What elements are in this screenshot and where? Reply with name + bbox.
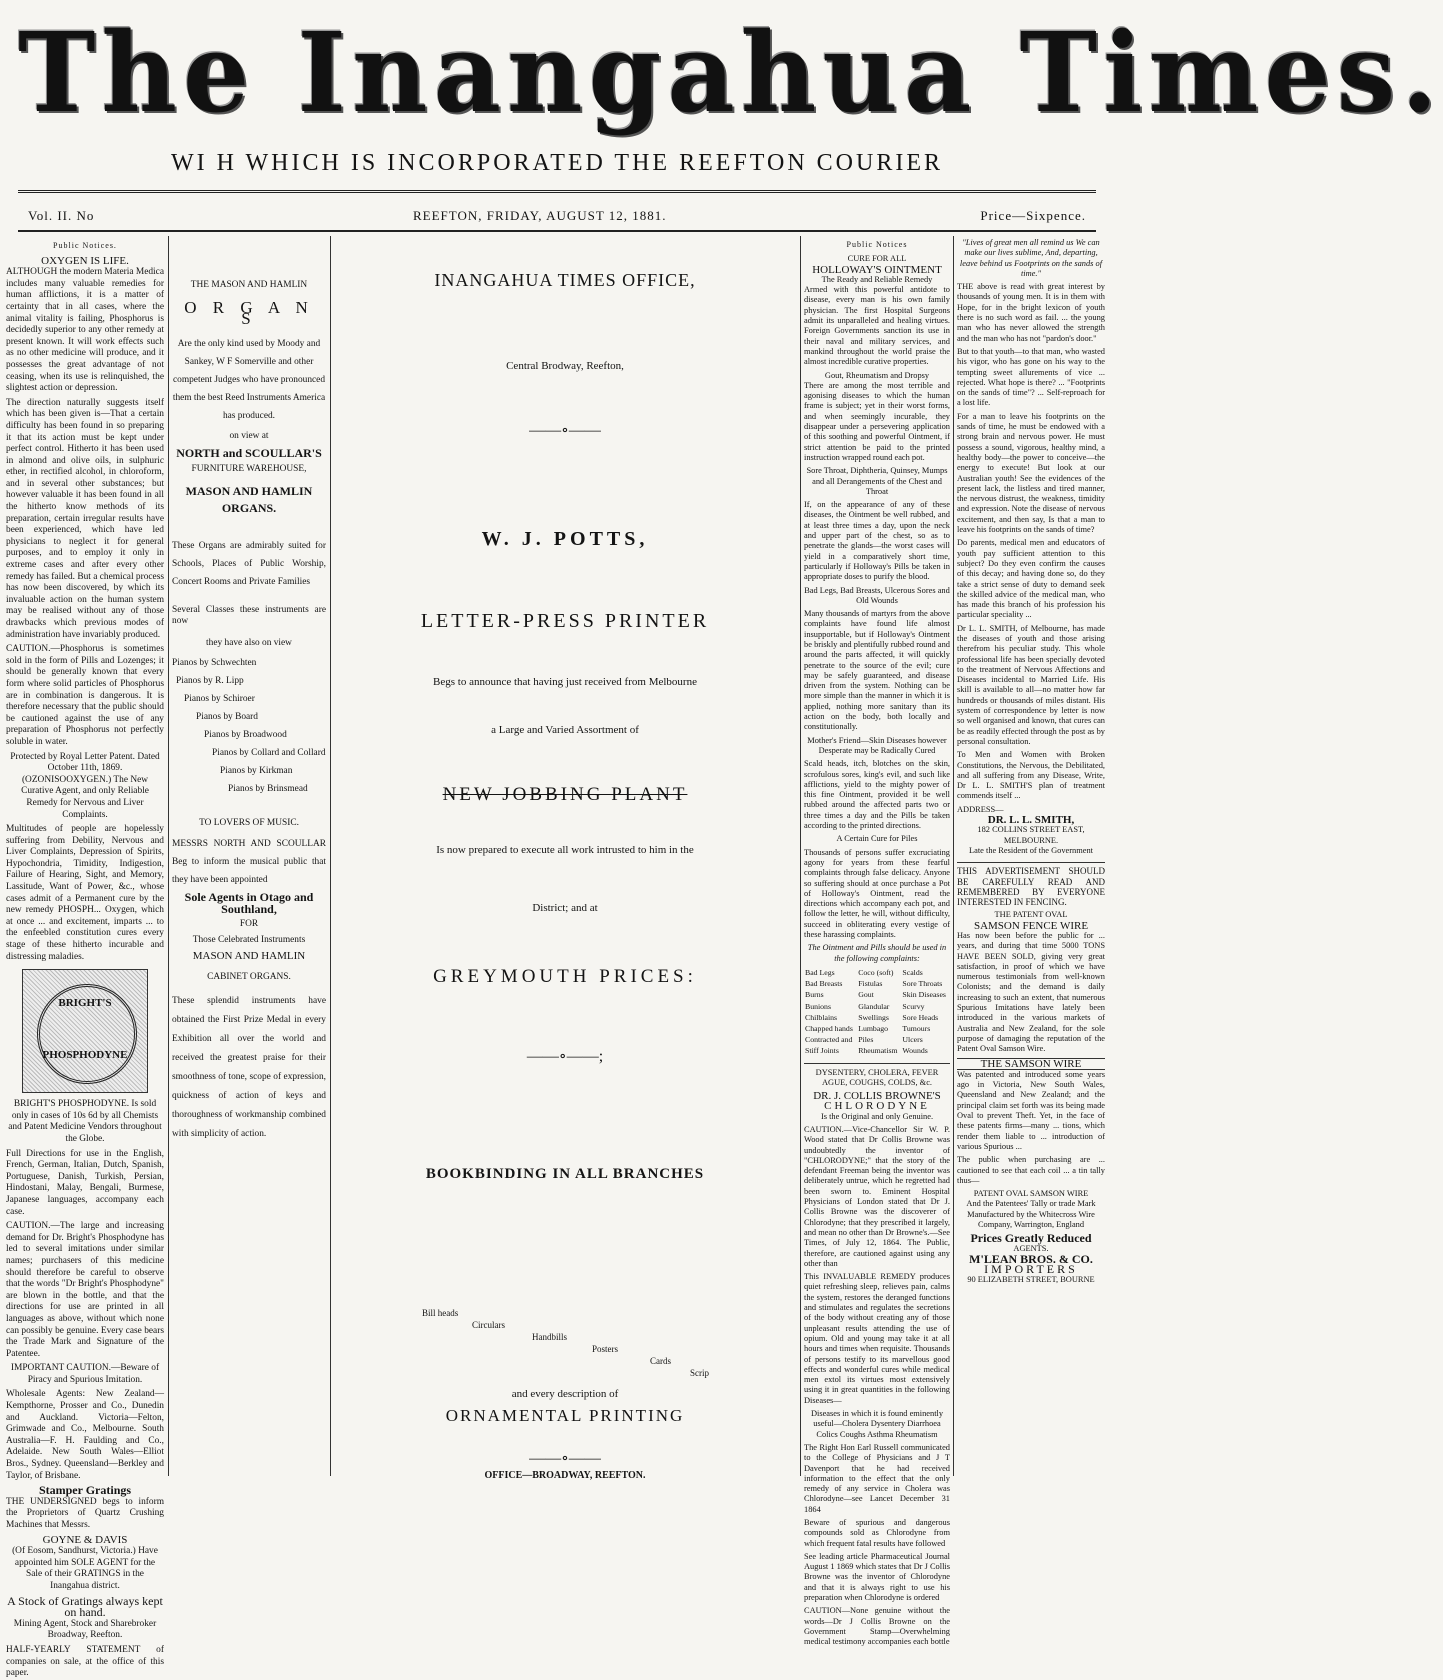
work-item: Bill heads xyxy=(422,1308,459,1318)
table-cell: Chapped hands xyxy=(805,1023,853,1033)
column-rule xyxy=(330,236,331,1476)
piano-item: Pianos by Schiroer xyxy=(184,693,255,704)
column-phosphodyne xyxy=(6,238,165,1679)
ad-line: CURE FOR ALL xyxy=(847,254,907,264)
ad-paragraph: These Organs are admirably suited for Schools, Places of Public Worship, Concert Rooms and Private Families xyxy=(172,540,326,587)
table-row xyxy=(804,989,950,1000)
ad-line: ADDRESS— xyxy=(957,804,1004,814)
table-cell: Scurvy xyxy=(902,1001,925,1011)
ad-paragraph: BRIGHT'S PHOSPHODYNE. Is sold only in cases of 10s 6d by all Chemists and Patent Medicine Vendors throughout the Globe. xyxy=(8,1099,162,1144)
column-rule xyxy=(168,236,169,1476)
ad-heading: DR. L. L. SMITH, xyxy=(987,814,1075,827)
printer-name: W. J. POTTS, xyxy=(481,528,649,550)
newspaper-title: The Inangahua Times. xyxy=(18,7,1443,138)
table-cell: Swellings xyxy=(858,1012,889,1022)
ad-paragraph: But to that youth—to that man, who wasted his vigor, who has gone on his way to the tempting sweet allurements of vice ... rejected. What hope is there? ... "Footprints on the sands of time"? ... Self-reproach for a lost life. xyxy=(957,346,1105,408)
column-header: Public Notices xyxy=(846,240,908,249)
ad-line: Is the Original and only Genuine. xyxy=(820,1111,934,1121)
table-cell: Bad Breasts xyxy=(805,979,843,989)
ad-line: they have also on view xyxy=(206,637,292,648)
column-holloway xyxy=(804,238,950,1647)
ad-paragraph: To Men and Women with Broken Constitutions, the Nervous, the Debilitated, and all suffering from any Disease, Write, Dr L. L. SMITH'S plan of treatment commends itself ... xyxy=(957,750,1105,801)
work-item: Handbills xyxy=(532,1332,567,1342)
ad-heading: MASON AND HAMLIN xyxy=(185,483,313,498)
table-cell: Fistulas xyxy=(858,979,883,989)
piano-item: Pianos by Collard and Collard xyxy=(212,747,326,758)
table-cell: Chilblains xyxy=(805,1012,838,1022)
ad-paragraph: Dr L. L. SMITH, of Melbourne, has made the diseases of youth and those arising therefrom his peculiar study. This whole professional life has been specially devoted to the treatment of Nervous Affections and Diseases incidental to Married Life. His skill is available to all—no matter how far hundreds or thousands of miles distant. His system of correspondence by letter is now so well organised and known, that cures can be as readily effected through the post as by personal consultation. xyxy=(957,623,1105,746)
table-cell: Tumours xyxy=(902,1023,931,1033)
ad-paragraph: Full Directions for use in the English, French, German, Italian, Dutch, Spanish, Portuguese, Danish, Turkish, Persian, Hindostani, Malay, Bengali, Burmese, Japanese languages, accompany each case. xyxy=(6,1148,164,1217)
ad-paragraph: CAUTION.—Phosphorus is sometimes sold in the form of Pills and Lozenges; it should be generally known that every form where solid particles of Phosphorus are in combination is dangerous. It is therefore necessary that the public should be cautioned against the use of any preparation of Phosphorus not perfectly soluble in water. xyxy=(6,644,164,747)
ad-subheading: Gout, Rheumatism and Dropsy xyxy=(824,370,930,380)
ad-paragraph: Many thousands of martyrs from the above complaints have found life almost insupportable, but if Holloway's Ointment be briskly and plentifully rubbed round and around the parts affected, it will quickly penetrate to the source of the evil; cure may be safely guaranteed, and disease driven from the system. Nothing can be more simple than the manner in which it is applied, nothing more sanitary than its action on the body, both locally and constitutionally. xyxy=(804,609,950,732)
table-row xyxy=(804,1012,950,1023)
issue-date: REEFTON, FRIDAY, AUGUST 12, 1881. xyxy=(413,208,667,223)
table-row xyxy=(804,1001,950,1012)
ad-paragraph: HALF-YEARLY STATEMENT of companies on sale, at the office of this paper. xyxy=(6,1644,164,1679)
ad-heading: CHLORODYNE xyxy=(824,1100,930,1113)
table-row xyxy=(804,967,950,978)
ad-line: Late the Resident of the Government xyxy=(969,845,1093,855)
piano-item: Pianos by Broadwood xyxy=(204,729,287,740)
ad-paragraph: If, on the appearance of any of these diseases, the Ointment be well rubbed, and at least three times a day, upon the neck and upper part of the chest, so as to penetrate the glands—the worst cases will yield in a comparatively short time, particularly if Holloway's Pills be taken in appropriate doses to purify the blood. xyxy=(804,500,950,582)
ad-paragraph: Beware of spurious and dangerous compounds sold as Chlorodyne from which frequent fatal results have followed xyxy=(804,1517,950,1548)
ad-line: And the Patentees' Tally or trade Mark xyxy=(966,1199,1096,1209)
table-cell: Bunions xyxy=(805,1001,831,1011)
column-rule xyxy=(800,236,801,1476)
ad-heading: OXYGEN IS LIFE. xyxy=(41,254,129,267)
ad-paragraph: THE UNDERSIGNED begs to inform the Proprietors of Quartz Crushing Machines that Messrs. xyxy=(6,1496,164,1530)
printer-advertisement xyxy=(332,238,798,1481)
masthead-subtitle: WI H WHICH IS INCORPORATED THE REEFTON COURIER xyxy=(170,150,943,176)
ad-paragraph: Diseases in which it is found eminently useful—Cholera Dysentery Diarrhoea Colics Coughs Asthma Rheumatism xyxy=(810,1409,944,1439)
column-header: Public Notices. xyxy=(53,241,117,250)
table-row xyxy=(804,1023,950,1034)
ad-line: and every description of xyxy=(511,1388,619,1400)
ad-line: PATENT OVAL SAMSON WIRE xyxy=(973,1189,1089,1199)
ad-paragraph: MESSRS NORTH AND SCOULLAR Beg to inform the musical public that they have been appointed xyxy=(172,839,326,886)
piano-item: Pianos by Schwechten xyxy=(172,657,257,668)
ad-line: THE MASON AND HAMLIN xyxy=(190,280,308,290)
ad-heading: A Stock of Gratings always kept on hand. xyxy=(7,1593,163,1620)
ad-heading: DYSENTERY, CHOLERA, FEVER AGUE, COUGHS, COLDS, &c. xyxy=(804,1063,950,1089)
ad-line: 90 ELIZABETH STREET, BOURNE xyxy=(967,1274,1095,1284)
ad-paragraph: Mining Agent, Stock and Sharebroker Broadway, Reefton. xyxy=(13,1618,157,1641)
masthead xyxy=(18,7,1443,158)
divider: ——∘—— xyxy=(529,422,601,439)
ad-line: on view at xyxy=(229,430,269,441)
column-rule xyxy=(953,236,954,1476)
ad-paragraph: For a man to leave his footprints on the sands of time, he must be endowed with a strong brain and nervous power. He must possess a sound, vigorous, healthy mind, a healthy body—the power to conceive—the energy to execute! But look at our Australian youth! See the evidences of the present lack, the listless and tired manner, the nervous distrust, the weakness, timidity and expression. Note the disease of nervous excitement, and then say, Is that a man to leave his footprints on the sands of time? xyxy=(957,411,1105,535)
ad-subheading: Mother's Friend—Skin Diseases however Desperate may be Radically Cured xyxy=(807,735,947,755)
table-cell: Bad Legs xyxy=(805,967,835,977)
ad-paragraph: Multitudes of people are hopelessly suffering from Debility, Nervous and Liver Complaints, Depression of Spirits, Hypochondria, Timidity, Indigestion, Failure of Hearing, Sight, and Memory, Lassitude, Want of Power, &c., whose cases admit of a Permanent cure by the new remedy PHOSPH... Oxygen, which at once ... and excitement, imparts ... to the enfeebled constitution cures every stage of these hitherto incurable and distressing maladies. xyxy=(6,824,164,962)
ad-paragraph: Several Classes these instruments are now xyxy=(172,604,326,627)
ad-paragraph: There are among the most terrible and agonising diseases to which the human frame is subject; yet in their worst forms, and when seemingly incurable, they disappear under a persevering application of this soothing and powerful Ointment, if strict attention be paid to the printed instruction wrapped round each pot. xyxy=(804,380,950,462)
work-item: Posters xyxy=(592,1344,619,1354)
ad-heading: MASON AND HAMLIN xyxy=(192,949,306,962)
ad-heading: THE SAMSON WIRE xyxy=(957,1058,1105,1070)
plant-heading: NEW JOBBING PLANT xyxy=(442,784,688,805)
engraving-label-bottom: PHOSPHODYNE xyxy=(42,1049,128,1062)
masthead-rule xyxy=(18,190,1096,193)
ad-heading: SAMSON FENCE WIRE xyxy=(973,919,1089,932)
ad-paragraph: See leading article Pharmaceutical Journal August 1 1869 which states that Dr J Collis Browne was the inventor of Chlorodyne and that it is always right to use his preparation when Chlorodyne is ordered xyxy=(804,1551,950,1603)
ad-paragraph: Armed with this powerful antidote to disease, every man is his own family physician. The first Hospital Surgeons admit its unparalleled and healing virtues. Foreign Governments sanction its use in their naval and military services, and mankind throughout the world praise the almost incredible curative properties. xyxy=(804,285,950,367)
ad-paragraph: These splendid instruments have obtained the First Prize Medal in every Exhibition all over the world and received the greatest praise for their smoothness of tone, scope of expression, quickness of action of keys and thoroughness of workmanship combined with simplicity of action. xyxy=(172,995,326,1139)
table-cell: Gout xyxy=(858,990,874,1000)
ad-paragraph: Do parents, medical men and educators of youth pay sufficient attention to this subject? Do they even confirm the causes of this decay; and having done so, do they take a strict sense of duty to demand seek the skilled advice of the medical man, who has made this branch of his profession his particular speciality ... xyxy=(957,538,1105,620)
table-cell: Rheumatism xyxy=(858,1046,898,1056)
work-item: Cards xyxy=(650,1356,671,1366)
ad-heading: Sole Agents in Otago and Southland, xyxy=(184,890,314,916)
ad-paragraph: CAUTION.—The large and increasing demand for Dr. Bright's Phosphodyne has led to several imitations under similar names; purchasers of this medicine should therefore be careful to observe that the words "Dr Bright's Phosphodyne" are blown in the bottle, and that the directions for use are printed in all languages as above, without which none can possibly be genuine. Every case bears the Trade Mark and Signature of the Patentee. xyxy=(6,1221,164,1359)
ad-line: 182 COLLINS STREET EAST, MELBOURNE. xyxy=(977,825,1085,845)
ad-paragraph: THIS ADVERTISEMENT SHOULD BE CAREFULLY READ AND REMEMBERED BY EVERYONE INTERESTED IN FENCING. xyxy=(957,862,1105,907)
ad-paragraph: Are the only kind used by Moody and Sankey, W F Somerville and other competent Judges who have pronounced them the best Reed Instruments America has produced. xyxy=(172,338,326,421)
ad-paragraph: CAUTION.—Vice-Chancellor Sir W. P. Wood stated that Dr Collis Browne was undoubtedly the inventor of "CHLORODYNE;" that the story of the defendant Freeman being the inventor was deliberately untrue, which he regretted had been sworn to. Eminent Hospital Physicians of London stated that Dr J. Collis Browne was the discoverer of Chlorodyne; that they prescribed it largely, and mean no other than Dr Browne's.—See Times, of July 12, 1864. The Public, therefore, are cautioned against using any other than xyxy=(804,1125,950,1268)
column-smith-samson xyxy=(957,238,1105,1476)
table-row xyxy=(804,978,950,989)
engraving-label-top: BRIGHT'S xyxy=(58,997,112,1010)
ad-paragraph: Was patented and introduced some years ago in Victoria, New South Wales, Queensland and New Zealand; and the principal claim set forth was its being made Oval to prevent Theft. Yet, in the face of these patents firms—many ... tions, which render them liable to ... introduction of various Spurious ... xyxy=(957,1069,1105,1151)
phosphodyne-engraving xyxy=(22,969,148,1093)
ad-line: FURNITURE WAREHOUSE, xyxy=(191,463,307,474)
ad-line: District; and at xyxy=(532,902,598,914)
ad-paragraph: The Right Hon Earl Russell communicated to the College of Physicians and J T Davenport that he had received information to the effect that the only remedy of any service in Cholera was Chlorodyne—see Lancet December 31 1864 xyxy=(804,1442,950,1514)
work-item: Circulars xyxy=(472,1320,505,1330)
work-item: Scrip xyxy=(690,1368,709,1378)
table-cell: Sore Throats xyxy=(902,979,943,989)
ad-heading: ORGANS. xyxy=(221,501,277,516)
office-footer: OFFICE—BROADWAY, REEFTON. xyxy=(484,1470,646,1481)
office-heading: INANGAHUA TIMES OFFICE, xyxy=(434,270,696,290)
table-row xyxy=(804,1034,950,1045)
ad-paragraph: The direction naturally suggests itself which has been given is—That a certain difficulty has been found in so preparing it that its action must be kept under perfect control. Hitherto it has been used in almond and olive oils, in sulphuric ether, in rectified alcohol, in chloroform, and in several other substances; but however valuable it has been found in all the hitherto know methods of its preparation, certain irregular results have been experienced, which have led physicians to neglect it for general purposes, and to employ it only in extreme cases and after every other remedy has failed. But a chemical process has now been discovered, by which its invaluable action on the human system may be realised without any of those drawbacks which previous modes of administration have invariably produced. xyxy=(6,397,165,640)
ad-paragraph: IMPORTANT CAUTION.—Beware of Piracy and Spurious Imitation. xyxy=(10,1363,160,1385)
table-cell: Coco (soft) xyxy=(858,967,894,977)
ad-heading: TO LOVERS OF MUSIC. xyxy=(199,817,299,828)
ad-paragraph: THE above is read with great interest by thousands of young men. It is in them with Hope, for in the bright lexicon of youth there is no such word as fail. ... the young man who has never allowed the strength and the man who has not "pardon's door." xyxy=(957,282,1105,343)
binding-heading: BOOKBINDING IN ALL BRANCHES xyxy=(425,1166,705,1182)
ad-paragraph: Scald heads, itch, blotches on the skin, scrofulous sores, king's evil, and such like afflictions, yield to the mighty power of this fine Ointment, provided it be well rubbed around the affected parts two or three times a day and the Pills be taken according to the printed directions. xyxy=(804,759,950,831)
ad-paragraph: (Of Eosom, Sandhurst, Victoria.) Have appointed him SOLE AGENT for the Sale of their GRATINGS in the Inangahua district. xyxy=(12,1546,158,1591)
ad-heading: GOYNE & DAVIS xyxy=(42,1533,128,1546)
table-cell: Wounds xyxy=(902,1046,928,1056)
table-cell: Scalds xyxy=(902,967,923,977)
ad-heading: O R G A N S xyxy=(184,297,314,329)
ad-line: AGENTS. xyxy=(1013,1243,1049,1253)
ad-paragraph: Wholesale Agents: New Zealand—Kempthorne, Prosser and Co., Dunedin and Auckland. Victoria—Felton, Grimwade and Co., Melbourne. South Australia—F. H. Faulding and Co., Adelaide. New South Wales—Elliot Bros., Sydney. Queensland—Berkley and Taylor, of Brisbane. xyxy=(6,1389,164,1481)
table-cell: Lumbago xyxy=(858,1023,889,1033)
ad-paragraph: Has now been before the public for ... years, and during that time 5000 TONS HAVE BEEN SOLD, giving very great satisfaction, in proof of which we have numerous testimonials from well-known Colonists; and the demand is daily increasing to such an extent, that numerous Spurious Imitations have lately been introduced in the various markets of Australia and New Zealand, for the sole purpose of damaging the reputation of the Patent Oval Samson Wire. xyxy=(957,931,1105,1054)
piano-item: Pianos by Board xyxy=(196,711,258,722)
ad-heading: M'LEAN BROS. & CO. xyxy=(969,1251,1093,1266)
table-cell: Glandular xyxy=(858,1001,890,1011)
printer-trade: LETTER-PRESS PRINTER xyxy=(420,610,710,632)
ad-heading: HOLLOWAY'S OINTMENT xyxy=(812,263,942,276)
piano-item: Pianos by Kirkman xyxy=(220,765,293,776)
ad-heading: NORTH and SCOULLAR'S xyxy=(176,446,322,461)
ad-subheading: The Ointment and Pills should be used in the following complaints: xyxy=(807,943,947,963)
ad-heading: Prices Greatly Reduced xyxy=(970,1231,1092,1246)
table-cell: Skin Diseases xyxy=(902,990,946,1000)
ad-subheading: The Ready and Reliable Remedy xyxy=(821,274,933,284)
table-row xyxy=(804,1045,950,1056)
ad-paragraph: This INVALUABLE REMEDY produces quiet refreshing sleep, relieves pain, calms the system, restores the deranged functions and stimulates and regulates the secretions of the body without creating any of those unpleasant results attending the use of opium. Old and young may take it at all hours and times when requisite. Thousands of persons testify to its marvellous good effects and wonderful cures while medical men extol its virtues most extensively using it in great quantities in the following Diseases— xyxy=(804,1272,950,1405)
table-cell: Ulcers xyxy=(902,1035,923,1045)
ad-heading: IMPORTERS xyxy=(984,1262,1078,1277)
ad-subheading: Bad Legs, Bad Breasts, Ulcerous Sores and Old Wounds xyxy=(804,585,950,605)
ad-paragraph: ALTHOUGH the modern Materia Medica includes many valuable remedies for human afflictions, it is a matter of certainty that in all cases, where the animal vitality is failing, Phosphorus is decidedly superior to any other remedy at present known. It will work effects such as no other medicine will produce, and it possesses the great advantage of not ceasing, when its use is relinquished, the slightest action or depression. xyxy=(6,267,164,394)
complaints-table xyxy=(804,967,950,1057)
ad-subheading: Sore Throat, Diphtheria, Quinsey, Mumps and all Derangements of the Chest and Throat xyxy=(806,466,948,496)
ad-paragraph: CAUTION—None genuine without the words—Dr J Collis Browne on the Government Stamp—Overwhelming medical testimony accompanies each bottle xyxy=(804,1606,950,1647)
ad-heading: DR. J. COLLIS BROWNE'S xyxy=(813,1090,941,1103)
ad-paragraph: "Lives of great men all remind us We can make our lives sublime, And, departing, leave behind us Footprints on the sands of time." xyxy=(959,238,1103,278)
dateline-rule xyxy=(18,230,1096,232)
divider: ——∘——; xyxy=(526,1048,604,1065)
table-cell: Burns xyxy=(805,990,824,1000)
ad-heading: Stamper Gratings xyxy=(38,1483,132,1498)
ad-heading: CABINET ORGANS. xyxy=(207,972,291,983)
divider: ——∘—— xyxy=(529,1450,601,1467)
ad-line: FOR xyxy=(239,919,259,930)
ad-line: Those Celebrated Instruments xyxy=(192,934,306,945)
ad-paragraph: Protected by Royal Letter Patent. Dated October 11th, 1869. (OZONISOOXYGEN.) The New Curative Agent, and only Reliable Remedy for Nervous and Liver Complaints. xyxy=(10,751,160,820)
piano-item: Pianos by R. Lipp xyxy=(176,675,244,686)
table-cell: Piles xyxy=(858,1035,874,1045)
ad-line: a Large and Varied Assortment of xyxy=(491,724,639,736)
ad-paragraph: The public when purchasing are ... cautioned to see that each coil ... a tin tally thus— xyxy=(957,1155,1105,1185)
column-organs xyxy=(172,280,326,1518)
ad-line: Is now prepared to execute all work intrusted to him in the xyxy=(436,844,694,856)
ad-line: Begs to announce that having just received from Melbourne xyxy=(433,676,697,688)
table-cell: Stiff Joints xyxy=(805,1046,839,1056)
volume-number: Vol. II. No xyxy=(28,208,95,223)
office-address: Central Brodway, Reefton, xyxy=(506,360,624,372)
ad-paragraph: Manufactured by the Whitecross Wire Company, Warrington, England xyxy=(967,1209,1095,1230)
prices-heading: GREYMOUTH PRICES: xyxy=(433,966,697,987)
ad-subheading: A Certain Cure for Piles xyxy=(836,834,918,844)
ornamental-heading: ORNAMENTAL PRINTING xyxy=(445,1406,685,1425)
table-cell: Sore Heads xyxy=(902,1012,939,1022)
piano-item: Pianos by Brinsmead xyxy=(228,783,308,794)
table-cell: Contracted and xyxy=(805,1035,853,1045)
price: Price—Sixpence. xyxy=(980,208,1086,223)
ad-line: THE PATENT OVAL xyxy=(994,910,1068,920)
ad-paragraph: Thousands of persons suffer excruciating agony for years from these fearful complaints through false delicacy. Anyone so suffering should at once purchase a Pot of Holloway's Ointment, read the directions which accompany each pot, and follow the letter, he will, without difficulty, succeed in obliterating every vestige of these harassing complaints. xyxy=(804,847,950,939)
